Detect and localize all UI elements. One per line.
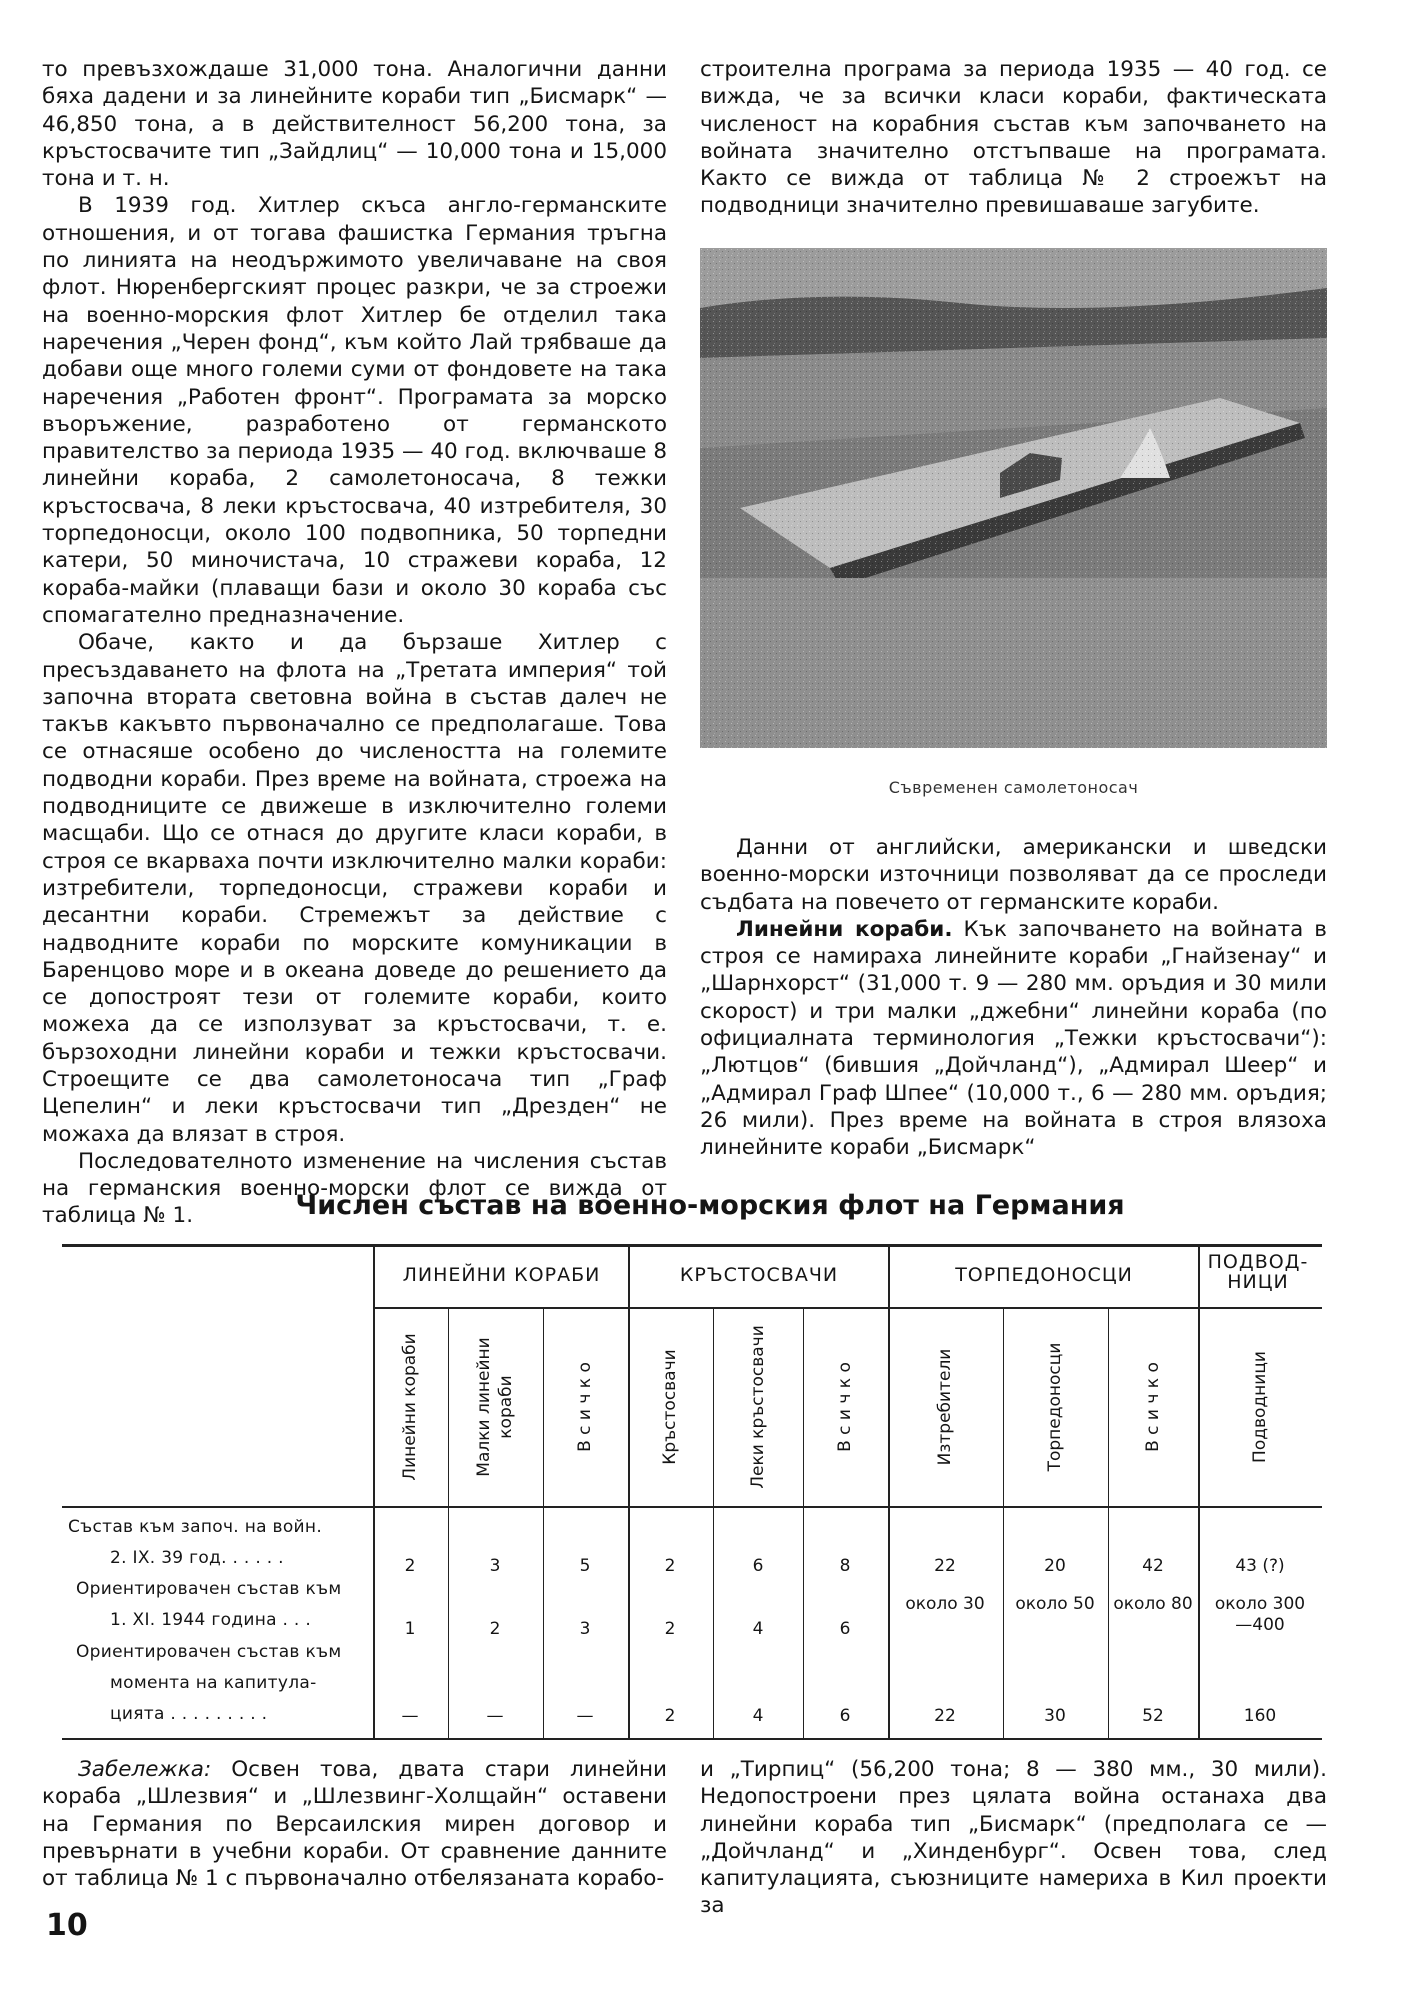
sub-header: Кръстосвачи [660,1349,680,1465]
table-rule [888,1244,890,1740]
row-label-line: Състав към започ. на войн. [68,1517,323,1537]
row-label-line: 1. XI. 1944 година . . . [110,1610,312,1630]
right-column-bottom [700,834,1327,1162]
paragraph-lead: Линейни кораби. [736,916,953,942]
paragraph [700,916,1327,1162]
table-rule [62,1738,1322,1740]
photo-caption: Съвременен самолетоносач [888,778,1139,797]
fleet-table [62,1244,1322,1740]
table-cell: 3 [579,1619,591,1639]
sub-header: В с и ч к о [575,1362,595,1452]
table-rule [373,1244,375,1740]
group-header: ПОДВОД-НИЦИ [1207,1251,1309,1293]
sub-header: В с и ч к о [835,1362,855,1452]
table-cell: 4 [752,1706,764,1726]
table-cell: 1 [404,1619,416,1639]
table-cell: — [486,1706,504,1726]
table-cell: 2 [664,1706,676,1726]
table-cell: 3 [489,1556,501,1576]
table-cell: 22 [934,1556,956,1576]
table-cell: 2 [489,1619,501,1639]
table-rule [1108,1307,1109,1740]
sub-header: Леки кръстосвачи [748,1325,768,1489]
page-number: 10 [46,1908,88,1943]
table-cell: 42 [1142,1556,1164,1576]
table-cell: 6 [752,1556,764,1576]
table-rule [713,1307,714,1740]
table-cell: 22 [934,1706,956,1726]
note-label: Забележка: [78,1757,212,1782]
paragraph-text: Кък започването на войната в строя се намираха линейните кораби „Гнайзенау“ и „Шарнхорст“ (31,000 т. 9 — 280 мм. оръдия и 30 мили скорост) и три малки „джебни“ линейни кораба (по официалната терминология „Тежки кръстосвачи“): „Лютцов“ (бившия „Дойчланд“), „Адмирал Шеер“ и „Адмирал Граф Шпее“ (10,000 т., 6 — 280 мм. оръдия; 26 мили). През време на войната в строя влязоха линейните кораби „Бисмарк“ [700,916,1327,1161]
sub-header: Подводници [1250,1351,1270,1463]
table-rule [1198,1244,1200,1740]
table-rule [448,1307,449,1740]
table-cell: около 50 [1015,1594,1095,1614]
left-column [42,56,667,1230]
row-label-line: цията . . . . . . . . . [110,1704,268,1724]
table-rule [373,1307,1322,1309]
table-cell: 52 [1142,1706,1164,1726]
photo-illustration [700,248,1327,748]
row-label [62,1574,367,1636]
paragraph: В 1939 год. Хитлер скъса англо-германските отношения, и от тогава фашистка Германия тръгна по линията на неодържимото увеличаване на своя флот. Нюренбергският процес разкри, че за строежи на военно-морския флот Хитлер бе отделил така наречения „Черен фонд“, към който Лай трябваше да добави още много големи суми от фондовете на така наречения „Работен фронт“. Програмата за морско въоръжение, разработено от германското правителство за периода 1935 — 40 год. включваше 8 линейни кораба, 2 самолетоносача, 8 тежки кръстосвача, 8 леки кръстосвача, 40 изтребителя, 30 торпедоносци, около 100 подвопника, 50 торпедни катери, 50 миночистача, 10 стражеви кораба, 12 кораба-майки (плаващи бази и около 30 кораба със спомагателно предназначение. [42,193,667,628]
sub-header: Линейни кораби [400,1333,420,1481]
table-rule [1003,1307,1004,1740]
table-title: Числен състав на военно-морския флот на Германия [295,1190,1125,1221]
row-label [62,1637,367,1730]
table-cell: 2 [664,1556,676,1576]
table-cell: 160 [1243,1706,1277,1726]
aircraft-carrier-photo [700,248,1327,748]
row-label-line: момента на капитула- [110,1673,317,1693]
table-cell: — [401,1706,419,1726]
sub-header: Малки линейни кораби [474,1337,516,1477]
table-note [42,1756,667,1892]
table-cell: около 80 [1113,1594,1193,1614]
sub-header: Изтребители [935,1348,955,1466]
group-header: ЛИНЕЙНИ КОРАБИ [402,1264,601,1286]
table-rule [62,1506,1322,1508]
table-rule [62,1244,1322,1247]
table-cell: 2 [404,1556,416,1576]
table-cell: около 300—400 [1214,1594,1306,1635]
paragraph: то превъзхождаше 31,000 тона. Аналогични данни бяха дадени и за линейните кораби тип „Бисмарк“ — 46,850 тона, а в действителност 56,200 тона, за кръстосвачите тип „Зайдлиц“ — 10,000 тона и 15,000 тона и т. н. [42,57,667,192]
table-cell: 2 [664,1619,676,1639]
paragraph: строителна програма за периода 1935 — 40 год. се вижда, че за всички класи кораби, фактическата численост на корабния състав към започването на войната значително отстъпваше на програмата. Както се вижда от таблица № 2 строежът на подводници значително превишаваше загубите. [700,57,1327,219]
table-rule [628,1244,630,1740]
table-cell: 43 (?) [1235,1556,1285,1576]
sub-header: Торпедоносци [1045,1342,1065,1472]
table-cell: 20 [1044,1556,1066,1576]
table-cell: 8 [839,1556,851,1576]
table-rule [803,1307,804,1740]
table-cell: 5 [579,1556,591,1576]
sub-header: В с и ч к о [1143,1362,1163,1452]
row-label-line: 2. IX. 39 год. . . . . . [110,1548,284,1568]
group-header: ТОРПЕДОНОСЦИ [955,1264,1133,1286]
note-text: Освен това, двата стари линейни кораба „Шлезвия“ и „Шлезвинг-Холщайн“ оставени на Германия по Версаилския мирен договор и превърнати в учебни кораби. От сравнение данните от таблица № 1 с първоначално отбелязаната корабо- [42,1757,667,1892]
table-cell: 6 [839,1706,851,1726]
paragraph: Последователното изменение на числения състав на германския военно-морски флот се вижда от таблица № 1. [42,1148,667,1229]
right-column-continuation: и „Тирпиц“ (56,200 тона; 8 — 380 мм., 30 мили). Недопостроени през цялата война останаха два линейни кораба тип „Бисмарк“ (предполага се — „Дойчланд“ и „Хинденбург“. Освен това, след капитулацията, съюзниците намериха в Кил проекти за [700,1757,1327,1919]
row-label [62,1512,367,1574]
row-label-line: Ориентировачен състав към [76,1642,342,1662]
right-column-top [700,56,1327,220]
table-cell: 6 [839,1619,851,1639]
paragraph: Данни от английски, американски и шведски военно-морски източници позволяват да се проследи съдбата на повечето от германските кораби. [700,835,1327,915]
table-cell: — [576,1706,594,1726]
table-cell: 30 [1044,1706,1066,1726]
row-label-line: Ориентировачен състав към [76,1579,342,1599]
table-rule [543,1307,544,1740]
paragraph: Обаче, както и да бързаше Хитлер с пресъздаването на флота на „Третата империя“ той започна втората световна война в състав далеч не такъв какъвто първоначално се предполагаше. Това се отнасяше особено до числеността на големите подводни кораби. През време на войната, строежа на подводниците се движеше в изключително големи масщаби. Що се отнася до другите класи кораби, в строя се вкарваха почти изключително малки кораби: изтребители, торпедоносци, стражеви кораби и десантни кораби. Стремежът за действие с надводните кораби по морските комуникации в Баренцово море и в океана доведе до решението да се допострoят тези от големите кораби, които можеха да се използуват за кръстосвачи, т. е. бързоходни линейни кораби и тежки кръстосвачи. Строещите се два самолетоносача тип „Граф Цепелин“ и леки кръстосвачи тип „Дрезден“ не можаха да влязат в строя. [42,630,667,1147]
table-cell: около 30 [905,1594,985,1614]
table-cell: 4 [752,1619,764,1639]
group-header: КРЪСТОСВАЧИ [679,1264,839,1286]
